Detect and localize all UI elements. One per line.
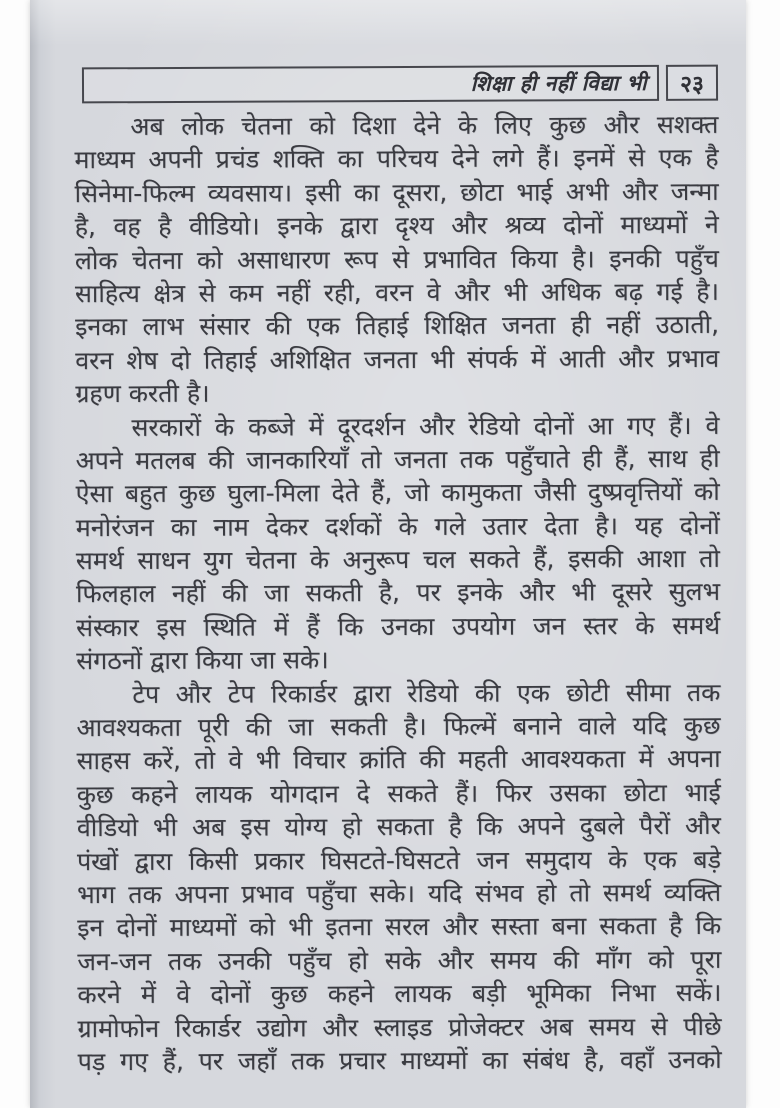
page-number: २३: [679, 71, 705, 98]
text-line: जन-जन तक उनकी पहुँच हो सके और समय की माँग को पूरा: [77, 944, 722, 976]
paragraph-1: [74, 108, 719, 411]
text-line: अब लोक चेतना को दिशा देने के लिए कुछ और सशक्त: [130, 109, 719, 141]
text-line: है, वह है वीडियो। इनके द्वारा दृश्य और श्रव्य दोनों माध्यमों ने: [74, 210, 719, 242]
text-line: इनका लाभ संसार की एक तिहाई शिक्षित जनता ही नहीं उठाती,: [75, 310, 720, 342]
text-line: साहस करें, तो वे भी विचार क्रांति की महती आवश्यकता में अपना: [76, 744, 721, 776]
text-line: मनोरंजन का नाम देकर दर्शकों के गले उतार देता है। यह दोनों: [75, 510, 720, 542]
paragraph-2: [75, 408, 720, 677]
text-line: करने में वे दोनों कुछ कहने लायक बड़ी भूमिका निभा सकें।: [77, 978, 722, 1010]
page-content: [76, 0, 720, 1108]
text-line: इन दोनों माध्यमों को भी इतना सरल और सस्ता बना सकता है कि: [77, 911, 722, 943]
paragraph-3: [76, 676, 721, 1079]
body-text: [74, 108, 721, 1079]
text-line: कुछ कहने लायक योगदान दे सकते हैं। फिर उसका छोटा भाई: [76, 777, 721, 809]
chapter-title-box: [82, 65, 659, 104]
text-line: अपने मतलब की जानकारियाँ तो जनता तक पहुँचाते ही हैं, साथ ही: [75, 443, 720, 476]
page-number-box: [666, 65, 718, 101]
text-line: ऐसा बहुत कुछ घुला-मिला देते हैं, जो कामुकता जैसी दुष्प्रवृत्तियों को: [75, 477, 720, 509]
chapter-title: शिक्षा ही नहीं विद्या भी: [470, 70, 648, 96]
text-line: आवश्यकता पूरी की जा सकती है। फिल्में बनाने वाले यदि कुछ: [76, 710, 721, 743]
text-line: संस्कार इस स्थिति में हैं कि उनका उपयोग जन स्तर के समर्थ: [76, 610, 721, 642]
text-line: पंखों द्वारा किसी प्रकार घिसटते-घिसटते जन समुदाय के एक बड़े: [76, 844, 721, 876]
text-line: भाग तक अपना प्रभाव पहुँचा सके। यदि संभव हो तो समर्थ व्यक्ति: [76, 877, 722, 910]
text-line: फिलहाल नहीं की जा सकती है, पर इनके और भी दूसरे सुलभ: [75, 577, 721, 609]
text-line: सिनेमा-फिल्म व्यवसाय। इसी का दूसरा, छोटा भाई अभी और जन्मा: [74, 176, 719, 208]
text-line: साहित्य क्षेत्र से कम नहीं रही, वरन वे और भी अधिक बढ़ गई है।: [74, 276, 719, 309]
text-line: समर्थ साधन युग चेतना के अनुरूप चल सकते हैं, इसकी आशा तो: [75, 543, 720, 576]
text-line: वीडियो भी अब इस योग्य हो सकता है कि अपने दुबले पैरों और: [76, 811, 721, 843]
text-line: ग्रहण करती है।: [75, 378, 210, 409]
text-line: वरन शेष दो तिहाई अशिक्षित जनता भी संपर्क में आती और प्रभाव: [75, 343, 720, 375]
page-header: [82, 65, 718, 104]
text-line: संगठनों द्वारा किया जा सके।: [76, 645, 329, 676]
text-line: ग्रामोफोन रिकार्डर उद्योग और स्लाइड प्रोजेक्टर अब समय से पीछे: [77, 1011, 722, 1043]
paper-background: [30, 0, 746, 1108]
text-line: सरकारों के कब्जे में दूरदर्शन और रेडियो दोनों आ गए हैं। वे: [131, 410, 720, 442]
text-line: लोक चेतना को असाधारण रूप से प्रभावित किया है। इनकी पहुँच: [74, 243, 719, 275]
text-line: टेप और टेप रिकार्डर द्वारा रेडियो की एक छोटी सीमा तक: [132, 677, 721, 709]
text-line: माध्यम अपनी प्रचंड शक्ति का परिचय देने लगे हैं। इनमें से एक है: [74, 143, 719, 175]
text-line: पड़ गए हैं, पर जहाँ तक प्रचार माध्यमों का संबंध है, वहाँ उनको: [77, 1044, 722, 1077]
